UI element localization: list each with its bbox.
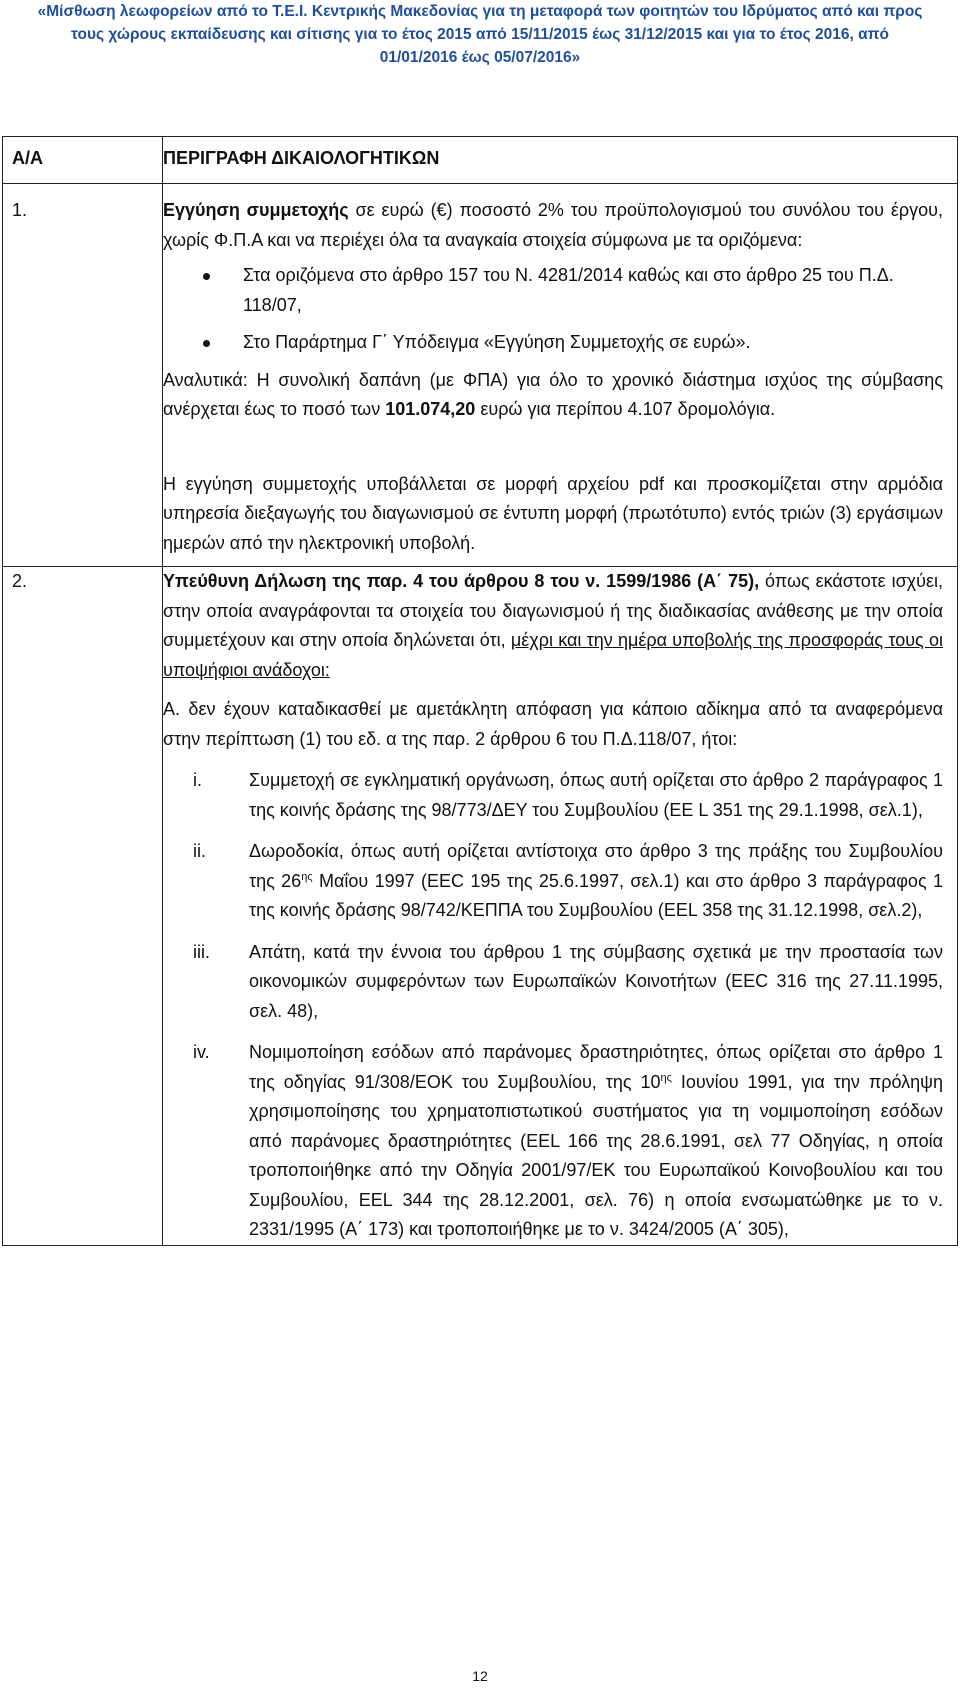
list-item: iv. Νομιμοποίηση εσόδων από παράνομες δραστηριότητες, όπως ορίζεται στο άρθρο 1 της οδηγίας 91/308/ΕΟΚ του Συμβουλίου, της $10^{\eta\varsigma}$ Ιουνίου 1991, για την πρόληψη χρησιμοποίησης του χρηματοπιστωτικού συστήματος για τη νομιμοποίηση εσόδων από παράνομες δραστηριότητες (EEL 166 της 28.6.1991, σελ 77 Οδηγίας, η οποία τροποποιήθηκε από την Οδηγία 2001/97/ΕΚ του Ευρωπαϊκού Κοινοβουλίου και του Συμβουλίου, EEL 344 της 28.12.2001, σελ. 76) η οποία ενσωματώθηκε με το ν. 2331/1995 (Α΄ 173) και τροποποιήθηκε με το ν. 3424/2005 (Α΄ 305), — [193, 1042, 943, 1239]
document-header — [0, 0, 960, 69]
item-2-title: Υπεύθυνη Δήλωση της παρ. 4 του άρθρου 8 του ν. 1599/1986 (Α΄ 75), — [163, 571, 760, 591]
header-line-3: 01/01/2016 έως 05/07/2016» — [379, 49, 581, 66]
item-2-a: Α. δεν έχουν καταδικασθεί με αμετάκλητη απόφαση για κάποιο αδίκημα από τα αναφερόμενα στην περίπτωση (1) του εδ. α της παρ. 2 άρθρου 6 του Π.Δ.118/07, ήτοι: — [163, 699, 943, 749]
bullet-icon — [203, 340, 210, 347]
table-row — [3, 567, 958, 1246]
item-1-content — [163, 184, 958, 567]
list-item: Στα οριζόμενα στο άρθρο 157 του Ν. 4281/2014 καθώς και στο άρθρο 25 του Π.Δ. 118/07, — [163, 261, 943, 320]
column-header-aa: Α/Α — [3, 137, 163, 184]
table-row — [3, 184, 958, 567]
bullet-icon — [203, 273, 210, 280]
item-2-content — [163, 567, 958, 1246]
requirements-table — [2, 136, 958, 1246]
item-1-title: Εγγύηση συμμετοχής — [163, 200, 349, 220]
item-1-number: 1. — [3, 184, 163, 567]
item-1-intro — [163, 184, 943, 255]
total-amount: 101.074,20 — [385, 399, 476, 419]
header-line-1: «Μίσθωση λεωφορείων από το Τ.Ε.Ι. Κεντρικής Μακεδονίας για τη μεταφορά των φοιτητών του Ιδρύματος από και προς — [37, 3, 923, 20]
column-header-description: ΠΕΡΙΓΡΑΦΗ ΔΙΚΑΙΟΛΟΓΗΤΙΚΩΝ — [163, 137, 958, 184]
list-item: iii. Απάτη, κατά την έννοια του άρθρου 1 της σύμβασης σχετικά με την προστασία των οικονομικών συμφερόντων των Ευρωπαϊκών Κοινοτήτων (ΕEC 316 της 27.11.1995, σελ. 48), — [193, 941, 943, 1021]
item-1-text: σε ευρώ (€) ποσοστό 2% του προϋπολογισμού του συνόλου του έργου, χωρίς Φ.Π.Α και να περιέχει όλα τα αναγκαία στοιχεία σύμφωνα με τα οριζόμενα: — [163, 200, 943, 250]
page-number: 12 — [472, 1668, 488, 1684]
list-item: i. Συμμετοχή σε εγκληματική οργάνωση, όπως αυτή ορίζεται στο άρθρο 2 παράγραφος 1 της κοινής δράσης της 98/773/ΔΕΥ του Συμβουλίου (ΕΕ L 351 της 29.1.1998, σελ.1), — [193, 770, 943, 820]
item-2-number: 2. — [3, 567, 163, 1246]
item-1-submission: Η εγγύηση συμμετοχής υποβάλλεται σε μορφή αρχείου pdf και προσκομίζεται στην αρμόδια υπηρεσία διεξαγωγής του διαγωνισμού σε έντυπη μορφή (πρωτότυπο) εντός τριών (3) εργάσιμων ημερών από την ηλεκτρονική υποβολή. — [163, 473, 943, 553]
header-line-2: τους χώρους εκπαίδευσης και σίτισης για το έτος 2015 από 15/11/2015 έως 31/12/2015 και για το έτος 2016, από — [70, 26, 890, 43]
item-2-intro: Υπεύθυνη Δήλωση της παρ. 4 του άρθρου 8 του ν. 1599/1986 (Α΄ 75), όπως εκάστοτε ισχύει, στην οποία αναγράφονται τα στοιχεία του διαγωνισμού ή της διαδικασίας ανάθεσης με την οποία συμμετέχουν και στην οποία δηλώνεται ότι, μέχρι και την ημέρα υποβολής της προσφοράς τους οι υποψήφιοι ανάδοχοι: — [163, 571, 943, 680]
table-header-row — [3, 137, 958, 184]
list-item: ii. Δωροδοκία, όπως αυτή ορίζεται αντίστοιχα στο άρθρο 3 της πράξης του Συμβουλίου της $26^{\eta\varsigma}$ Μαΐου 1997 (EEC 195 της 25.6.1997, σελ.1) και στο άρθρο 3 παράγραφος 1 της κοινής δράσης 98/742/ΚΕΠΠΑ του Συμβουλίου (EEL 358 της 31.12.1998, σελ.2), — [193, 841, 943, 920]
item-2-underlined: μέχρι και την ημέρα υποβολής της προσφοράς τους οι υποψήφιοι ανάδοχοι: — [163, 630, 943, 680]
item-1-analytic: Αναλυτικά: Η συνολική δαπάνη (με ΦΠΑ) για όλο το χρονικό διάστημα ισχύος της σύμβασης ανέρχεται έως το ποσό των 101.074,20 ευρώ για περίπου 4.107 δρομολόγια. — [163, 369, 943, 419]
item-1-bullet-list — [163, 261, 943, 358]
list-item: Στο Παράρτημα Γ΄ Υπόδειγμα «Εγγύηση Συμμετοχής σε ευρώ». — [163, 328, 943, 358]
